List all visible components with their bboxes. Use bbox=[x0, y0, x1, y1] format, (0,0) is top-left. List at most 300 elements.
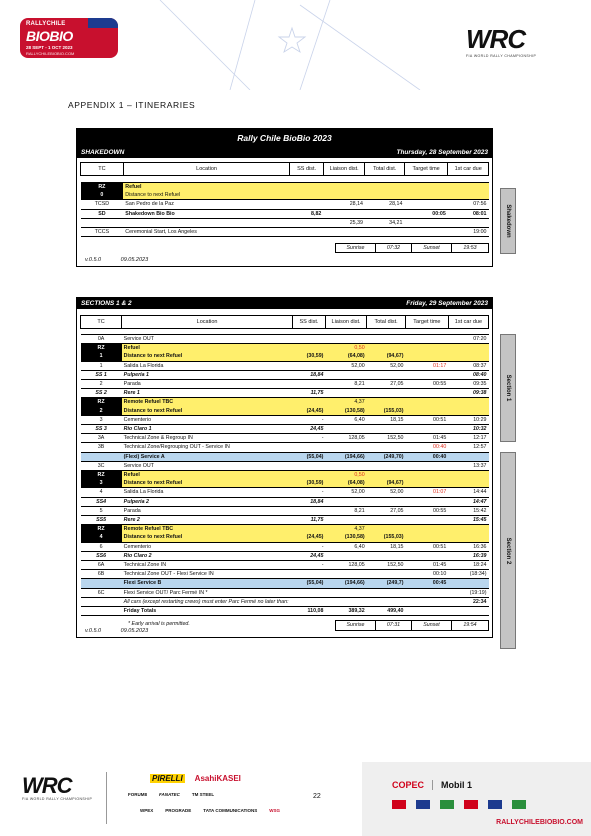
table-row bbox=[81, 191, 489, 200]
cell-first-car bbox=[448, 407, 488, 416]
cell-liaison-dist bbox=[325, 597, 366, 606]
sponsor-fanatec: FANATEC bbox=[159, 792, 180, 797]
cell-ss-dist: (24,45) bbox=[292, 407, 325, 416]
col-tc: TC bbox=[81, 316, 122, 329]
cell-first-car: 08:01 bbox=[448, 209, 489, 218]
cell-total-dist: 34,21 bbox=[389, 219, 403, 226]
sunrise-label: Sunrise bbox=[336, 244, 376, 253]
cell-location: Ceremonial Start, Los Angeles bbox=[123, 228, 290, 237]
cell-first-car: 16:36 bbox=[448, 542, 488, 551]
table-row bbox=[81, 607, 489, 616]
cell-tc: 6B bbox=[81, 570, 122, 579]
cell-location: Cementerio bbox=[122, 542, 293, 551]
cell-tc: SS5 bbox=[81, 516, 122, 525]
cell-first-car: (19:19) bbox=[448, 588, 488, 597]
cell-target-time bbox=[405, 551, 448, 560]
cell-total-dist bbox=[367, 370, 406, 379]
cell-total-dist bbox=[367, 461, 406, 470]
col-ss-dist: SS dist. bbox=[290, 163, 324, 176]
cell-target-time bbox=[405, 352, 448, 361]
cell-target-time: 01:07 bbox=[405, 488, 448, 497]
cell-first-car: 12:17 bbox=[448, 434, 488, 443]
cell-total-dist bbox=[367, 398, 406, 407]
event-logo bbox=[20, 18, 118, 58]
partner-divider bbox=[432, 780, 433, 790]
cell-target-time: 00:10 bbox=[405, 570, 448, 579]
cell-first-car: 14:44 bbox=[448, 488, 488, 497]
cell-liaison-dist: 4,37 bbox=[325, 398, 366, 407]
cell-tc: 3A bbox=[81, 434, 122, 443]
cell-first-car: 14:47 bbox=[448, 497, 488, 506]
cell-target-time bbox=[405, 389, 448, 398]
table-row bbox=[81, 443, 489, 452]
cell-liaison-dist: 0,50 bbox=[325, 471, 366, 480]
wrc-logo-sub: FIA WORLD RALLY CHAMPIONSHIP bbox=[466, 54, 537, 58]
cell-target-time: 00:55 bbox=[405, 380, 448, 389]
cell-liaison-dist: (130,58) bbox=[325, 533, 366, 542]
cell-total-dist: (249,7) bbox=[367, 579, 406, 588]
section-name: SECTIONS 1 & 2 bbox=[81, 300, 132, 307]
table-row bbox=[81, 425, 489, 434]
table-row bbox=[81, 352, 489, 361]
cell-target-time bbox=[405, 516, 448, 525]
cell-ss-dist: 18,84 bbox=[292, 370, 325, 379]
event-logo-line2: BIOBIO bbox=[26, 28, 73, 44]
cell-tc: RZ bbox=[81, 398, 122, 407]
cell-tc: RZ bbox=[81, 525, 122, 534]
cell-tc bbox=[81, 452, 122, 461]
cell-first-car bbox=[448, 344, 488, 353]
cell-first-car bbox=[448, 398, 488, 407]
col-tc: TC bbox=[81, 163, 124, 176]
cell-ss-dist bbox=[290, 200, 324, 209]
cell-target-time bbox=[405, 588, 448, 597]
event-logo-line3: 28 SEPT - 1 OCT 2023 bbox=[26, 45, 73, 50]
cell-ss-dist bbox=[292, 461, 325, 470]
cell-tc bbox=[81, 597, 122, 606]
cell-tc: SS6 bbox=[81, 551, 122, 560]
table-row bbox=[81, 597, 489, 606]
cell-location: Remote Refuel TBC bbox=[122, 525, 293, 534]
cell-tc: 2 bbox=[81, 407, 122, 416]
cell-total-dist bbox=[367, 570, 406, 579]
cell-ss-dist: 18,84 bbox=[292, 497, 325, 506]
cell-target-time bbox=[405, 344, 448, 353]
cell-location: Distance to next Refuel bbox=[122, 533, 293, 542]
version-line bbox=[85, 257, 489, 263]
cell-location: Flexi Service B bbox=[122, 579, 293, 588]
itinerary-table-sections bbox=[76, 297, 493, 638]
cell-location: Technical Zone & Regroup IN bbox=[122, 434, 293, 443]
cell-target-time bbox=[405, 533, 448, 542]
cell-location: Refuel bbox=[122, 344, 293, 353]
cell-target-time bbox=[405, 398, 448, 407]
sunrise-time: 07:32 bbox=[376, 244, 412, 253]
cell-target-time bbox=[405, 471, 448, 480]
cell-total-dist bbox=[367, 497, 406, 506]
cell-ss-dist: (55,04) bbox=[292, 579, 325, 588]
cell-location: Parada bbox=[122, 380, 293, 389]
cell-total-dist: 52,00 bbox=[367, 488, 406, 497]
table-row bbox=[81, 579, 489, 588]
cell-target-time: 00:40 bbox=[405, 452, 448, 461]
cell-tc: SS 1 bbox=[81, 370, 122, 379]
table-row bbox=[81, 461, 489, 470]
side-tab-section-2 bbox=[500, 452, 516, 649]
cell-tc: 0A bbox=[81, 335, 122, 344]
sponsor-wsg: WSG bbox=[269, 808, 281, 813]
cell-tc: 1 bbox=[81, 361, 122, 370]
cell-first-car: 13:37 bbox=[448, 461, 488, 470]
cell-target-time: 00:45 bbox=[405, 579, 448, 588]
cell-ss-dist: (30,59) bbox=[292, 352, 325, 361]
cell-total-dist bbox=[365, 183, 404, 192]
cell-location: Remote Refuel TBC bbox=[122, 398, 293, 407]
table-row bbox=[81, 389, 489, 398]
col-target-time: Target time bbox=[405, 316, 448, 329]
cell-liaison-dist bbox=[323, 191, 365, 200]
cell-liaison-dist bbox=[325, 551, 366, 560]
cell-tc bbox=[81, 218, 124, 227]
cell-tc: 6 bbox=[81, 542, 122, 551]
cell-liaison-dist: (64,08) bbox=[325, 479, 366, 488]
sponsor-asahi: AsahiKASEI bbox=[194, 774, 241, 783]
side-label-1: Section 1 bbox=[505, 374, 511, 402]
sun-times bbox=[335, 243, 489, 253]
table-row bbox=[81, 525, 489, 534]
cell-first-car: 08:40 bbox=[448, 370, 488, 379]
table-row bbox=[81, 506, 489, 515]
cell-total-dist: 152,50 bbox=[367, 561, 406, 570]
cell-location: Refuel bbox=[123, 183, 290, 192]
cell-liaison-dist: 128,05 bbox=[325, 561, 366, 570]
shakedown-table bbox=[80, 162, 489, 237]
side-tab-shakedown bbox=[500, 188, 516, 254]
cell-first-car: 18:24 bbox=[448, 561, 488, 570]
cell-ss-dist bbox=[292, 471, 325, 480]
footer-wrc-logo bbox=[22, 775, 92, 801]
cell-tc: 3B bbox=[81, 443, 122, 452]
cell-liaison-dist bbox=[323, 209, 365, 218]
cell-location: Service OUT bbox=[122, 335, 293, 344]
table-row bbox=[81, 200, 489, 209]
cell-total-dist: 27,05 bbox=[367, 506, 406, 515]
version: v.0.5.0 bbox=[85, 628, 102, 635]
table-row bbox=[81, 561, 489, 570]
cell-first-car bbox=[448, 191, 489, 200]
cell-total-dist bbox=[367, 516, 406, 525]
table-row bbox=[81, 551, 489, 560]
partner-logo-icon bbox=[416, 800, 430, 809]
partner-logo-icon bbox=[512, 800, 526, 809]
version-date: 09.05.2023 bbox=[120, 257, 149, 264]
cell-first-car: 15:42 bbox=[448, 506, 488, 515]
cell-tc: 1 bbox=[81, 352, 122, 361]
cell-location: Technical Zone/Regrouping OUT - Service IN bbox=[122, 443, 293, 452]
cell-tc: TCSD bbox=[81, 200, 124, 209]
table-row bbox=[81, 415, 489, 424]
table-row bbox=[81, 533, 489, 542]
table-row bbox=[81, 588, 489, 597]
cell-first-car: (18:34) bbox=[448, 570, 488, 579]
cell-location: Distance to next Refuel bbox=[122, 352, 293, 361]
cell-ss-dist: 110,08 bbox=[292, 607, 325, 616]
cell-target-time bbox=[404, 191, 447, 200]
col-liaison-dist: Liaison dist. bbox=[323, 163, 365, 176]
table-row bbox=[81, 434, 489, 443]
cell-liaison-dist: 28,14 bbox=[323, 200, 365, 209]
cell-liaison-dist: 6,40 bbox=[325, 415, 366, 424]
cell-tc: RZ bbox=[81, 471, 122, 480]
cell-first-car: 22:34 bbox=[448, 597, 488, 606]
cell-first-car bbox=[448, 525, 488, 534]
cell-total-dist: 499,40 bbox=[367, 607, 406, 616]
cell-first-car: 08:37 bbox=[448, 361, 488, 370]
cell-location: Distance to next Refuel bbox=[123, 191, 290, 200]
cell-location: Refuel bbox=[122, 471, 293, 480]
table-row bbox=[81, 497, 489, 506]
cell-target-time: 01:45 bbox=[405, 561, 448, 570]
footer-sponsors-row3 bbox=[140, 808, 280, 813]
col-first-car: 1st car due bbox=[448, 163, 489, 176]
flag-icon bbox=[88, 18, 118, 28]
table-header bbox=[81, 316, 489, 329]
table-row bbox=[81, 183, 489, 192]
appendix-title: APPENDIX 1 – ITINERARIES bbox=[68, 100, 196, 110]
cell-location bbox=[123, 218, 290, 227]
event-logo-line4: RALLYCHILEBIOBIO.COM bbox=[26, 51, 75, 56]
cell-total-dist: 52,00 bbox=[367, 361, 406, 370]
cell-location: Salida La Florida bbox=[122, 488, 293, 497]
cell-ss-dist: 11,75 bbox=[292, 389, 325, 398]
cell-target-time bbox=[405, 607, 448, 616]
cell-target-time bbox=[404, 200, 447, 209]
cell-first-car: 09:38 bbox=[448, 389, 488, 398]
cell-location: Rere 1 bbox=[122, 389, 293, 398]
col-total-dist: Total dist. bbox=[365, 163, 404, 176]
footnote: * Early arrival is permitted. bbox=[128, 621, 190, 628]
table-row bbox=[81, 471, 489, 480]
cell-tc: TCCS bbox=[81, 228, 124, 237]
section-date: Thursday, 28 September 2023 bbox=[396, 149, 488, 156]
table-row bbox=[81, 488, 489, 497]
cell-ss-dist bbox=[290, 218, 324, 227]
cell-ss-dist bbox=[292, 398, 325, 407]
cell-location: San Pedro de la Paz bbox=[123, 200, 290, 209]
cell-tc: RZ bbox=[81, 344, 122, 353]
cell-first-car bbox=[448, 352, 488, 361]
sponsor-pirelli: PIRELLI bbox=[152, 774, 183, 783]
cell-tc: SS 2 bbox=[81, 389, 122, 398]
cell-target-time: 00:40 bbox=[405, 443, 448, 452]
cell-ss-dist: - bbox=[292, 434, 325, 443]
cell-location: Pulperia 1 bbox=[122, 370, 293, 379]
cell-location: Pulperia 2 bbox=[122, 497, 293, 506]
cell-target-time bbox=[405, 461, 448, 470]
col-first-car: 1st car due bbox=[448, 316, 488, 329]
partner-logo-icon bbox=[392, 800, 406, 809]
cell-total-dist: 18,15 bbox=[367, 415, 406, 424]
cell-tc: 3 bbox=[81, 415, 122, 424]
cell-ss-dist: 24,45 bbox=[292, 551, 325, 560]
section-bar bbox=[77, 147, 492, 158]
cell-liaison-dist: 52,00 bbox=[325, 361, 366, 370]
cell-liaison-dist: 6,40 bbox=[325, 542, 366, 551]
cell-total-dist: (249,70) bbox=[367, 452, 406, 461]
cell-total-dist bbox=[367, 425, 406, 434]
cell-location: Flexi Service OUT/ Parc Fermé IN * bbox=[122, 588, 293, 597]
cell-ss-dist: (55,04) bbox=[292, 452, 325, 461]
cell-target-time bbox=[405, 497, 448, 506]
cell-target-time bbox=[405, 407, 448, 416]
wrc-logo-text: WRC bbox=[466, 24, 526, 54]
cell-tc: 6A bbox=[81, 561, 122, 570]
cell-total-dist bbox=[367, 344, 406, 353]
cell-ss-dist bbox=[292, 506, 325, 515]
sunrise-time: 07:31 bbox=[376, 621, 412, 630]
cell-ss-dist bbox=[292, 380, 325, 389]
cell-target-time bbox=[404, 183, 447, 192]
cell-ss-dist: - bbox=[292, 542, 325, 551]
table-row bbox=[81, 370, 489, 379]
cell-total-dist bbox=[367, 389, 406, 398]
cell-tc: 4 bbox=[81, 488, 122, 497]
wrc-logo bbox=[466, 26, 536, 58]
sections-table bbox=[80, 315, 489, 616]
col-location: Location bbox=[123, 163, 290, 176]
col-target-time: Target time bbox=[404, 163, 447, 176]
cell-target-time: 00:51 bbox=[405, 542, 448, 551]
cell-first-car: 07:20 bbox=[448, 335, 488, 344]
footer-sponsors-row1 bbox=[150, 774, 241, 783]
section-bar bbox=[77, 298, 492, 309]
cell-ss-dist: (24,45) bbox=[292, 533, 325, 542]
cell-location: Shakedown Bio Bio bbox=[123, 209, 290, 218]
cell-ss-dist bbox=[292, 344, 325, 353]
cell-total-dist bbox=[367, 551, 406, 560]
col-total-dist: Total dist. bbox=[367, 316, 406, 329]
cell-liaison-dist bbox=[323, 183, 365, 192]
itinerary-table-shakedown bbox=[76, 128, 493, 267]
sunset-label: Sunset bbox=[412, 621, 452, 630]
cell-liaison-dist: 8,21 bbox=[325, 506, 366, 515]
cell-first-car: 07:56 bbox=[448, 200, 489, 209]
cell-total-dist bbox=[367, 588, 406, 597]
cell-total-dist bbox=[367, 597, 406, 606]
cell-total-dist: (155,03) bbox=[367, 533, 406, 542]
cell-ss-dist bbox=[292, 525, 325, 534]
sponsor-wpex: WPEX bbox=[140, 808, 154, 813]
cell-first-car: 09:35 bbox=[448, 380, 488, 389]
cell-location: Salida La Florida bbox=[122, 361, 293, 370]
cell-ss-dist: - bbox=[292, 561, 325, 570]
cell-first-car bbox=[448, 471, 488, 480]
cell-ss-dist bbox=[292, 588, 325, 597]
cell-location: All cars (except restarting crews) must enter Parc Fermé no later than: bbox=[122, 597, 293, 606]
cell-total-dist: 28,14 bbox=[365, 200, 404, 209]
table-row bbox=[81, 344, 489, 353]
table-row bbox=[81, 228, 489, 237]
cell-total-dist bbox=[365, 228, 404, 237]
table-row bbox=[81, 209, 489, 218]
cell-first-car bbox=[448, 607, 488, 616]
cell-target-time bbox=[405, 370, 448, 379]
version-line bbox=[85, 627, 148, 634]
cell-liaison-dist: 128,05 bbox=[325, 434, 366, 443]
col-location: Location bbox=[122, 316, 293, 329]
cell-first-car bbox=[448, 479, 488, 488]
cell-first-car: 19:00 bbox=[448, 228, 489, 237]
footer-sponsors-row2 bbox=[128, 792, 214, 797]
cell-liaison-dist: (194,66) bbox=[325, 579, 366, 588]
table-row bbox=[81, 452, 489, 461]
col-liaison-dist: Liaison dist. bbox=[325, 316, 366, 329]
cell-ss-dist bbox=[292, 570, 325, 579]
cell-total-dist: 152,50 bbox=[367, 434, 406, 443]
cell-total-dist bbox=[367, 443, 406, 452]
cell-liaison-dist: 52,00 bbox=[325, 488, 366, 497]
col-ss-dist: SS dist. bbox=[292, 316, 325, 329]
cell-liaison-dist bbox=[325, 570, 366, 579]
cell-first-car: 12:57 bbox=[448, 443, 488, 452]
cell-first-car: 16:39 bbox=[448, 551, 488, 560]
section-name: SHAKEDOWN bbox=[81, 149, 125, 156]
table-row bbox=[81, 380, 489, 389]
cell-liaison-dist bbox=[323, 228, 365, 237]
section-date: Friday, 29 September 2023 bbox=[406, 300, 488, 307]
cell-liaison-dist: 4,37 bbox=[325, 525, 366, 534]
cell-target-time bbox=[405, 425, 448, 434]
partner-flags bbox=[392, 800, 526, 809]
cell-liaison-dist bbox=[325, 335, 366, 344]
cell-total-dist bbox=[367, 471, 406, 480]
cell-tc: SD bbox=[81, 209, 124, 218]
cell-tc: 6C bbox=[81, 588, 122, 597]
cell-target-time bbox=[405, 525, 448, 534]
table-header bbox=[81, 163, 489, 176]
sponsor-copec: COPEC bbox=[392, 780, 425, 790]
cell-ss-dist bbox=[292, 443, 325, 452]
table-row bbox=[81, 218, 489, 227]
partner-row bbox=[392, 780, 472, 790]
cell-target-time bbox=[404, 228, 447, 237]
footer-divider bbox=[106, 772, 107, 824]
cell-total-dist: (94,67) bbox=[367, 352, 406, 361]
cell-total-dist bbox=[365, 209, 404, 218]
cell-liaison-dist bbox=[325, 425, 366, 434]
cell-target-time bbox=[404, 218, 447, 227]
cell-target-time: 01:45 bbox=[405, 434, 448, 443]
table-row bbox=[81, 361, 489, 370]
cell-tc: SS 3 bbox=[81, 425, 122, 434]
sponsor-prograde: PROGRADE bbox=[165, 808, 192, 813]
star-icon bbox=[279, 28, 305, 52]
footer-url: RALLYCHILEBIOBIO.COM bbox=[496, 819, 583, 826]
cell-ss-dist: 8,82 bbox=[290, 209, 324, 218]
cell-liaison-dist bbox=[325, 588, 366, 597]
cell-ss-dist: - bbox=[292, 415, 325, 424]
cell-liaison-dist: 8,21 bbox=[325, 380, 366, 389]
cell-first-car bbox=[448, 533, 488, 542]
table-row bbox=[81, 570, 489, 579]
cell-tc: SS4 bbox=[81, 497, 122, 506]
rally-title: Rally Chile BioBio 2023 bbox=[77, 129, 492, 147]
cell-first-car bbox=[448, 579, 488, 588]
cell-liaison-dist: 389,32 bbox=[325, 607, 366, 616]
cell-location: Rio Claro 2 bbox=[122, 551, 293, 560]
cell-first-car: 10:29 bbox=[448, 415, 488, 424]
table-row bbox=[81, 516, 489, 525]
